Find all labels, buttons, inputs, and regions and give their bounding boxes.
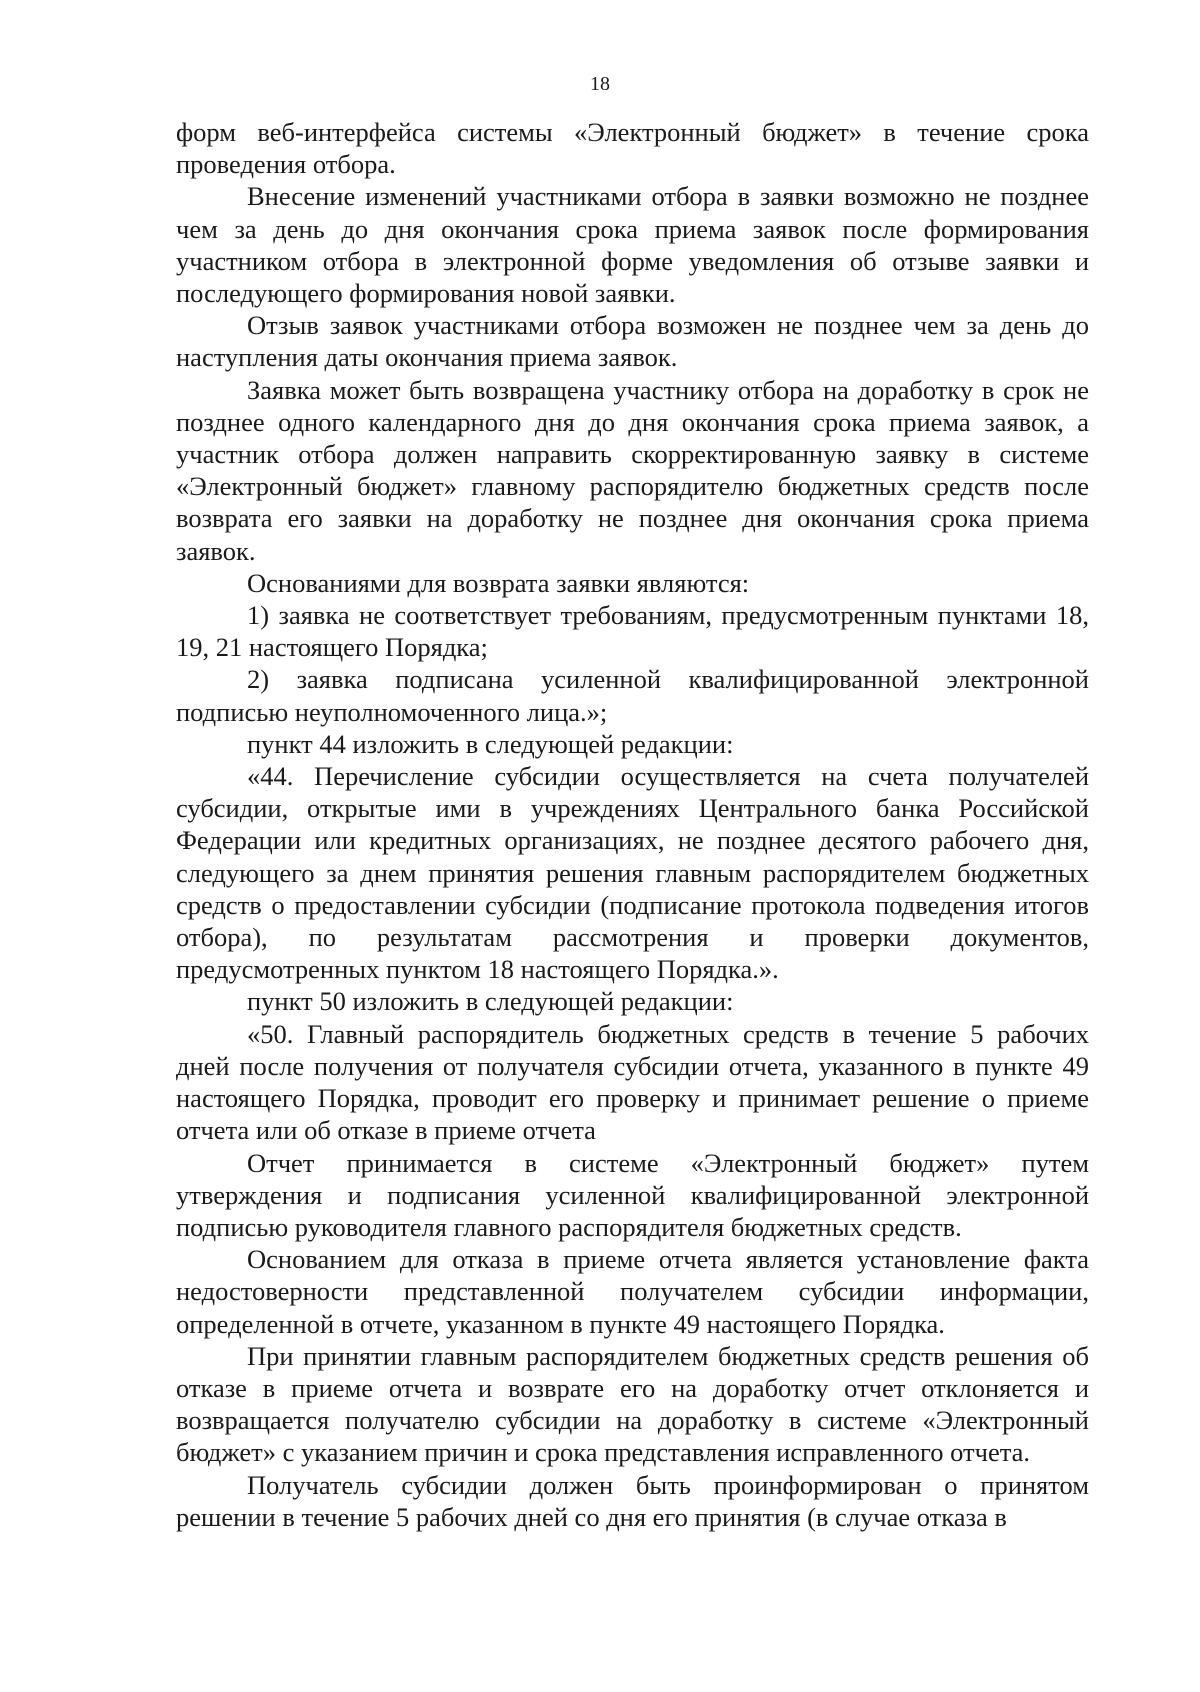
paragraph: Основаниями для возврата заявки являются: [247, 567, 750, 598]
paragraph: Заявка может быть возвращена участнику отбора на доработку в срок не позднее одного календарного дня до дня окончания срока приема заявок, а участник отбора должен направить скорректированную заявку в системе «Электронный бюджет» главному распорядителю бюджетных средств после возврата его заявки на доработку не позднее дня окончания срока приема заявок. [176, 374, 1089, 566]
paragraph: При принятии главным распорядителем бюджетных средств решения об отказе в приеме отчета и возврате его на доработку отчет отклоняется и возвращается получателю субсидии на доработку в системе «Электронный бюджет» с указанием причин и срока представления исправленного отчета. [176, 1340, 1089, 1468]
paragraph: форм веб-интерфейса системы «Электронный бюджет» в течение срока проведения отбора. [176, 117, 1089, 180]
paragraph: «44. Перечисление субсидии осуществляется на счета получателей субсидии, открытые ими в учреждениях Центрального банка Российской Федерации или кредитных организациях, не позднее десятого рабочего дня, следующего за днем принятия решения главным распорядителем бюджетных средств о предоставлении субсидии (подписание протокола подведения итогов отбора), по результатам рассмотрения и проверки документов, предусмотренных пунктом 18 настоящего Порядка.». [176, 761, 1089, 985]
paragraph: пункт 50 изложить в следующей редакции: [247, 986, 734, 1017]
paragraph: Отчет принимается в системе «Электронный бюджет» путем утверждения и подписания усиленной квалифицированной электронной подписью руководителя главного распорядителя бюджетных средств. [176, 1147, 1089, 1242]
list-item: 2) заявка подписана усиленной квалифицированной электронной подписью неуполномоченного лица.»; [176, 664, 1089, 727]
page-number: 18 [590, 73, 610, 95]
paragraph: Основанием для отказа в приеме отчета является установление факта недостоверности представленной получателем субсидии информации, определенной в отчете, указанном в пункте 49 настоящего Порядка. [176, 1244, 1089, 1339]
list-item: 1) заявка не соответствует требованиям, предусмотренным пунктами 18, 19, 21 настоящего Порядка; [176, 600, 1089, 663]
paragraph: Внесение изменений участниками отбора в заявки возможно не позднее чем за день до дня окончания срока приема заявок после формирования участником отбора в электронной форме уведомления об отзыве заявки и последующего формирования новой заявки. [176, 181, 1089, 309]
paragraph: Получатель субсидии должен быть проинформирован о принятом решении в течение 5 рабочих дней со дня его принятия (в случае отказа в [176, 1469, 1089, 1532]
document-body [176, 116, 1089, 1533]
paragraph: пункт 44 изложить в следующей редакции: [247, 728, 734, 759]
paragraph: «50. Главный распорядитель бюджетных средств в течение 5 рабочих дней после получения от получателя субсидии отчета, указанного в пункте 49 настоящего Порядка, проводит его проверку и принимает решение о приеме отчета или об отказе в приеме отчета [176, 1018, 1089, 1146]
paragraph: Отзыв заявок участниками отбора возможен не позднее чем за день до наступления даты окончания приема заявок. [176, 310, 1089, 373]
